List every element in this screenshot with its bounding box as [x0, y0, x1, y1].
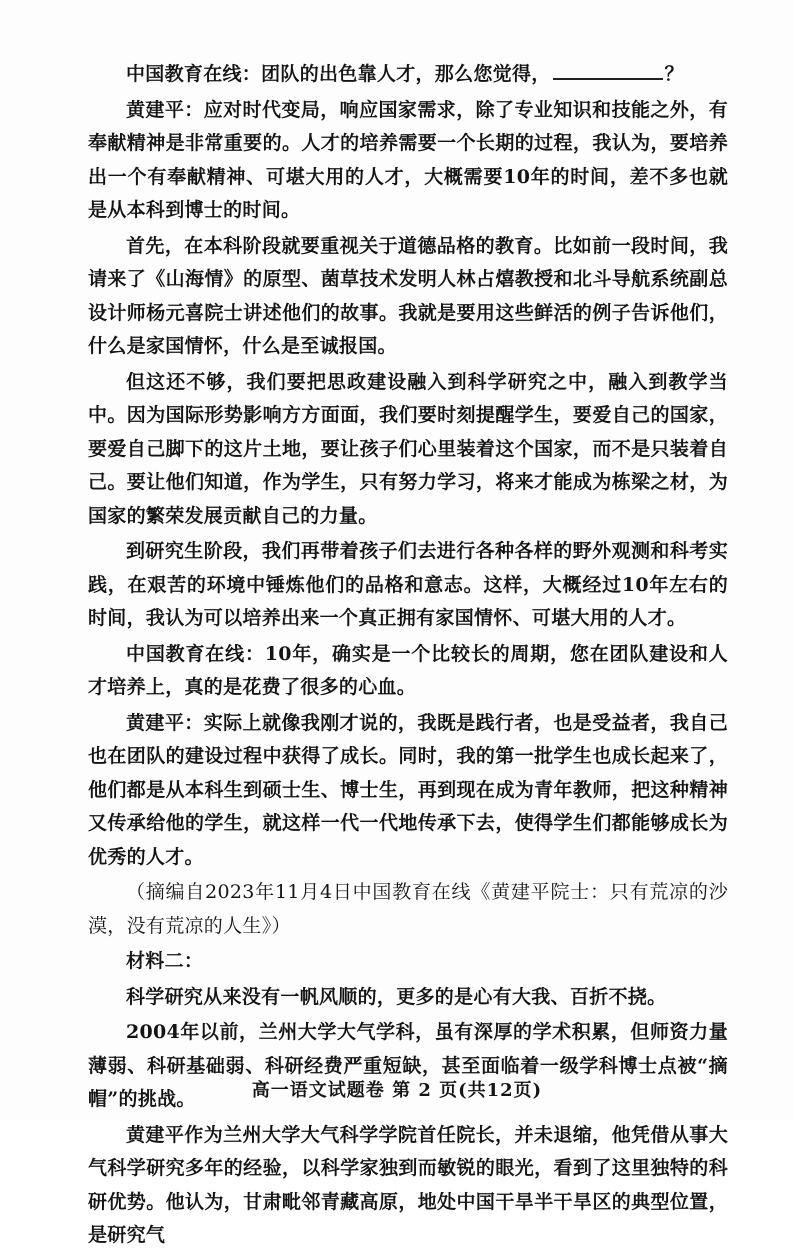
paragraph-8 — [88, 981, 728, 1015]
paragraph-text: 黄建平作为兰州大学大气科学学院首任院长，并未退缩，他凭借从事大气科学研究多年的经验，以科学家独到而敏锐的眼光，看到了这里独特的科研优势。他认为，甘肃毗邻青藏高原，地处中国干旱半干旱区的典型位置，是研究气 — [88, 1123, 728, 1246]
paragraph-text: 首先，在本科阶段就要重视关于道德品格的教育。比如前一段时间，我请来了《山海情》的原型、菌草技术发明人林占熺教授和北斗导航系统副总设计师杨元喜院士讲述他们的故事。我就是要用这些鲜活的例子告诉他们，什么是家国情怀，什么是至诚报国。 — [88, 234, 728, 357]
paragraph-6 — [88, 638, 728, 705]
paragraph-text: 2004年以前，兰州大学大气学科，虽有深厚的学术积累，但师资力量薄弱、科研基础弱、科研经费严重短缺，甚至面临着一级学科博士点被“摘帽”的挑战。 — [88, 1021, 728, 1110]
heading-text: 材料二： — [126, 950, 204, 972]
paragraph-7 — [88, 707, 728, 875]
speaker-label: 黄建平： — [126, 98, 204, 121]
answer-blank[interactable] — [553, 60, 663, 80]
paragraph-5 — [88, 535, 728, 636]
speaker-label: 中国教育在线： — [126, 63, 262, 85]
speaker-label: 黄建平： — [126, 711, 204, 734]
paragraph-text: 团队的出色靠人才，那么您觉得， — [261, 63, 551, 85]
paragraph-3 — [88, 230, 728, 364]
paragraph-1 — [88, 58, 728, 92]
paragraph-text: 科学研究从来没有一帆风顺的，更多的是心有大我、百折不挠。 — [126, 985, 667, 1008]
speaker-label: 中国教育在线： — [126, 642, 265, 665]
paragraph-text: 实际上就像我刚才说的，我既是践行者，也是受益者，我自己也在团队的建设过程中获得了成长。同时，我的第一批学生也成长起来了，他们都是从本科生到硕士生、博士生，再到现在成为青年教师，把这种精神又传承给他的学生，就这样一代一代地传承下去，使得学生们都能够成长为优秀的人才。 — [88, 711, 729, 868]
material-heading — [88, 945, 728, 979]
paragraph-text: 10年，确实是一个比较长的周期，您在团队建设和人才培养上，真的是花费了很多的心血。 — [88, 642, 728, 698]
paragraph-10 — [88, 1119, 728, 1253]
paragraph-text: 但这还不够，我们要把思政建设融入到科学研究之中，融入到教学当中。因为国际形势影响方方面面，我们要时刻提醒学生，要爱自己的国家，要爱自己脚下的这片土地，要让孩子们心里装着这个国家，而不是只装着自己。要让他们知道，作为学生，只有努力学习，将来才能成为栋梁之材，为国家的繁荣发展贡献自己的力量。 — [88, 370, 728, 527]
paragraph-4 — [88, 366, 728, 534]
paragraph-text: 到研究生阶段，我们再带着孩子们去进行各种各样的野外观测和科考实践，在艰苦的环境中锤炼他们的品格和意志。这样，大概经过10年左右的时间，我认为可以培养出来一个真正拥有家国情怀、可堪大用的人才。 — [88, 540, 728, 629]
citation-text: （摘编自2023年11月4日中国教育在线《黄建平院士：只有荒凉的沙漠，没有荒凉的人生》） — [88, 881, 728, 937]
paragraph-text: 应对时代变局，响应国家需求，除了专业知识和技能之外，有奉献精神是非常重要的。人才的培养需要一个长期的过程，我认为，要培养出一个有奉献精神、可堪大用的人才，大概需要10年的时间，差不多也就是从本科到博士的时间。 — [88, 98, 729, 221]
question-mark: ？ — [664, 63, 684, 85]
source-citation — [88, 876, 728, 943]
paragraph-2 — [88, 94, 728, 228]
page-footer: 高一语文试题卷 第 2 页(共12页) — [251, 1080, 543, 1101]
